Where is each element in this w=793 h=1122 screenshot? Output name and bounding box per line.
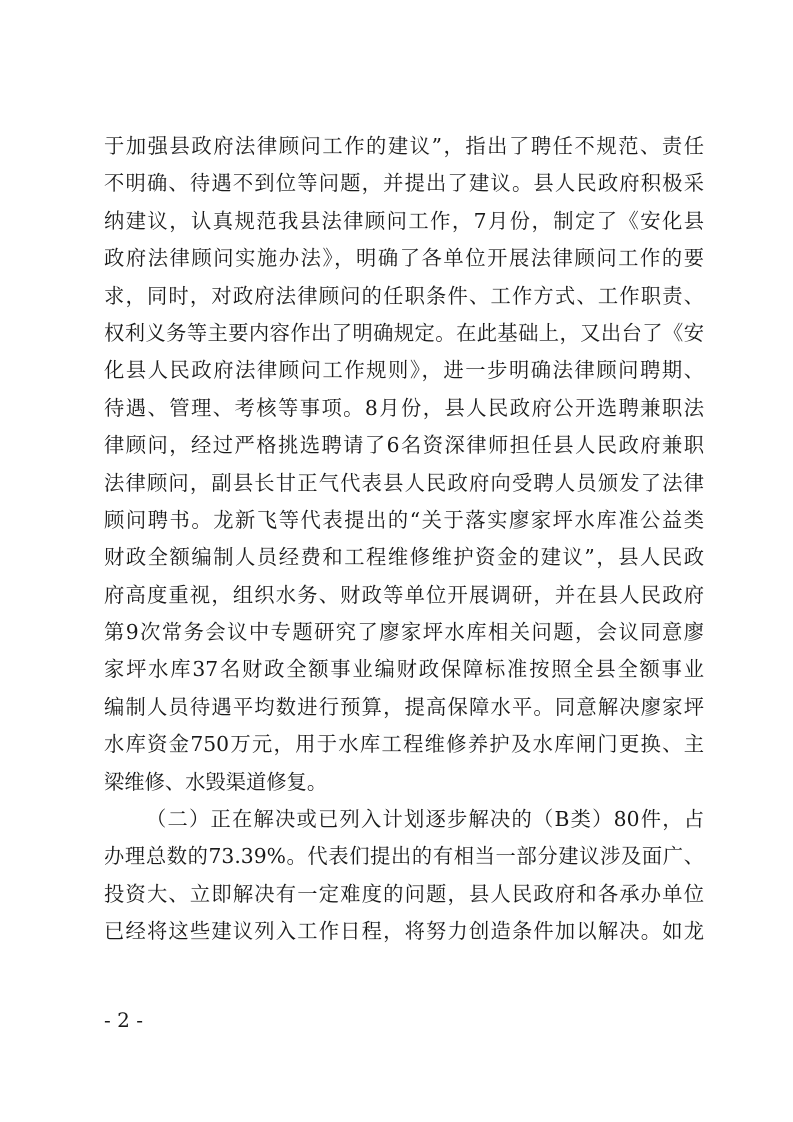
text-line: 梁维修、水毁渠道修复。 (104, 769, 328, 794)
text-line: 待遇、管理、考核等事项。8月份，县人民政府公开选聘兼职法 (104, 395, 704, 420)
text-line: 家坪水库37名财政全额事业编财政保障标准按照全县全额事业 (104, 657, 704, 682)
text-line: 投资大、立即解决有一定难度的问题，县人民政府和各承办单位 (104, 881, 704, 906)
text-line: 律顾问，经过严格挑选聘请了6名资深律师担任县人民政府兼职 (104, 433, 704, 458)
text-line: 求，同时，对政府法律顾问的任职条件、工作方式、工作职责、 (104, 283, 704, 308)
text-line: 财政全额编制人员经费和工程维修维护资金的建议”，县人民政 (104, 545, 704, 570)
text-line: 纳建议，认真规范我县法律顾问工作，7月份，制定了《安化县 (104, 208, 704, 233)
text-line: 于加强县政府法律顾问工作的建议”，指出了聘任不规范、责任 (104, 134, 704, 158)
text-line: 第9次常务会议中专题研究了廖家坪水库相关问题，会议同意廖 (104, 620, 704, 645)
text-line: 政府法律顾问实施办法》，明确了各单位开展法律顾问工作的要 (104, 246, 704, 271)
text-line: 府高度重视，组织水务、财政等单位开展调研，并在县人民政府 (104, 582, 704, 607)
text-line: 法律顾问，副县长甘正气代表县人民政府向受聘人员颁发了法律 (104, 470, 704, 495)
text-line: 权利义务等主要内容作出了明确规定。在此基础上，又出台了《安 (104, 320, 704, 345)
text-line: 化县人民政府法律顾问工作规则》，进一步明确法律顾问聘期、 (104, 358, 704, 383)
text-line: 已经将这些建议列入工作日程，将努力创造条件加以解决。如龙 (104, 919, 704, 944)
page-number: - 2 - (104, 1008, 143, 1032)
text-line: 顾问聘书。龙新飞等代表提出的“关于落实廖家坪水库准公益类 (104, 507, 704, 532)
text-line: （二）正在解决或已列入计划逐步解决的（B类）80件，占 (146, 807, 704, 832)
body-text (104, 128, 704, 951)
text-line: 办理总数的73.39%。代表们提出的有相当一部分建议涉及面广、 (104, 844, 704, 869)
text-line: 不明确、待遇不到位等问题，并提出了建议。县人民政府积极采 (104, 171, 704, 196)
text-line: 编制人员待遇平均数进行预算，提高保障水平。同意解决廖家坪 (104, 694, 704, 719)
text-line: 水库资金750万元，用于水库工程维修养护及水库闸门更换、主 (104, 732, 704, 757)
